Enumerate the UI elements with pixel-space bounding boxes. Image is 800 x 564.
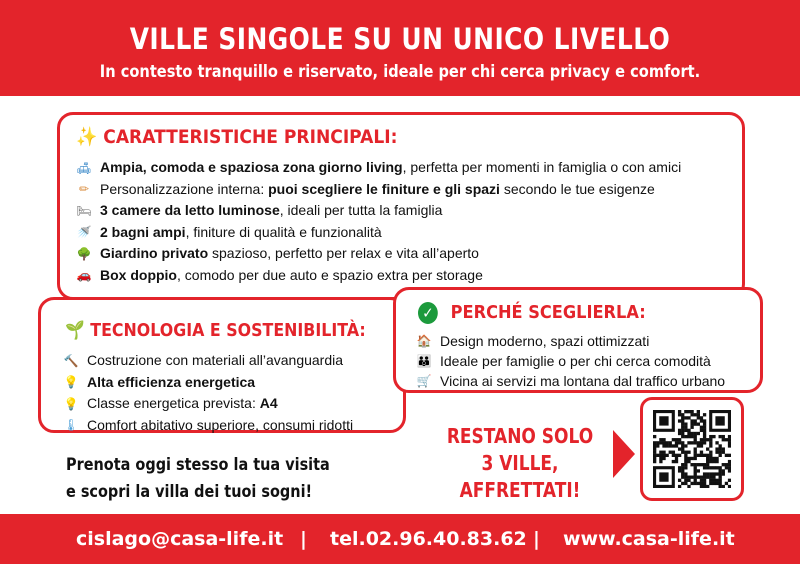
phone-link[interactable]: tel.02.96.40.83.62 [330,528,527,550]
cta-line-2: e scopri la villa dei tuoi sogni! [66,482,313,502]
list-item [76,157,681,179]
urgency-message [439,423,601,504]
separator: | [533,528,540,550]
list-item [416,351,725,371]
list-item [63,415,353,437]
bulb-icon: 💡 [63,375,79,390]
sparkles-icon: ✨ [76,126,98,148]
item-text [87,372,255,394]
why-title: ✓ PERCHÉ SCEGLIERLA: [418,302,646,324]
item-text-plain: Design moderno, spazi ottimizzati [440,333,650,349]
item-text [440,331,649,351]
call-to-action [66,452,330,506]
shower-icon: 🚿 [76,225,92,240]
list-item [416,331,725,351]
header-banner [0,0,800,96]
item-text-plain: Vicina ai servizi ma lontana dal traffico urbano [440,373,726,389]
check-icon: ✓ [418,302,438,324]
item-text [87,350,343,372]
tech-title: 🌱 TECNOLOGIA E SOSTENIBILITÀ: [65,320,366,341]
item-text [440,371,725,391]
urgency-line-1: RESTANO SOLO [446,424,594,448]
why-box [393,287,763,393]
item-text-plain: secondo le tue esigenze [499,180,655,197]
features-box [57,112,745,300]
seedling-icon: 🌱 [65,320,85,341]
item-text-plain: Costruzione con materiali all’avanguardia [87,352,344,368]
tech-box [38,297,406,433]
item-text [87,415,353,437]
item-text-bold: 3 camere da letto luminose [100,202,280,218]
arrow-right-icon [613,430,635,478]
item-text-plain: Ideale per famiglie o per chi cerca comodità [440,353,711,369]
item-text [100,265,483,287]
item-text-bold: A4 [259,395,278,411]
family-icon: 👪 [416,354,432,368]
item-text-plain: Classe energetica prevista: [87,395,260,411]
website-link[interactable]: www.casa-life.it [563,528,735,550]
item-text [100,243,479,265]
item-text-plain: , perfetta per momenti in famiglia o con amici [402,159,682,175]
item-text-bold: Ampia, comoda e spaziosa zona giorno living [100,159,403,175]
why-list [416,331,725,391]
item-text-plain: , comodo per due auto e spazio extra per storage [177,266,483,283]
separator: | [300,528,307,550]
item-text [87,393,278,415]
item-text-bold: 2 bagni ampi [100,223,186,240]
features-title: ✨ CARATTERISTICHE PRINCIPALI: [76,126,398,148]
item-text [440,351,711,371]
item-text-plain: , ideali per tutta la famiglia [279,202,443,218]
bulb-icon: 💡 [63,396,79,411]
qr-code-icon [653,410,731,488]
item-text [100,200,442,222]
list-item [76,200,681,222]
cta-line-1: Prenota oggi stesso la tua visita [66,455,330,475]
item-text-plain: Comfort abitativo superiore, consumi ridotti [87,416,354,433]
item-text-bold: puoi scegliere le finiture e gli spazi [268,180,500,197]
features-list [76,157,681,286]
tree-icon: 🌳 [76,246,92,261]
cart-icon: 🛒 [416,374,432,388]
list-item [76,222,681,244]
email-link[interactable]: cislago@casa-life.it [76,528,284,550]
item-text [100,179,655,201]
item-text [100,157,681,179]
list-item [76,243,681,265]
tech-list [63,350,353,436]
thermometer-icon: 🌡 [63,418,79,433]
qr-code-box[interactable] [640,397,744,501]
item-text-bold: Box doppio [100,266,177,283]
item-text-bold: Alta efficienza energetica [87,373,256,390]
page-subtitle: In contesto tranquillo e riservato, ideale per chi cerca privacy e comfort. [99,62,701,82]
list-item [63,372,353,394]
list-item [76,179,681,201]
house-icon: 🏠 [416,334,432,348]
hammer-icon: 🔨 [63,353,79,368]
item-text [100,222,382,244]
item-text-plain: , finiture di qualità e funzionalità [185,223,382,240]
car-icon: 🚗 [76,268,92,283]
item-text-plain: Personalizzazione interna: [100,180,269,197]
urgency-line-2: 3 VILLE, AFFRETTATI! [459,451,581,502]
pencil-icon: ✏ [78,182,90,197]
item-text-plain: spazioso, perfetto per relax e vita all’aperto [208,245,479,261]
sofa-icon: 🛋 [76,160,92,175]
list-item [76,265,681,287]
item-text-bold: Giardino privato [100,245,209,261]
list-item [63,350,353,372]
list-item [416,371,725,391]
footer-bar [0,514,800,564]
bed-icon: 🛏 [76,203,92,218]
page-title: VILLE SINGOLE SU UN UNICO LIVELLO [129,22,671,56]
list-item [63,393,353,415]
